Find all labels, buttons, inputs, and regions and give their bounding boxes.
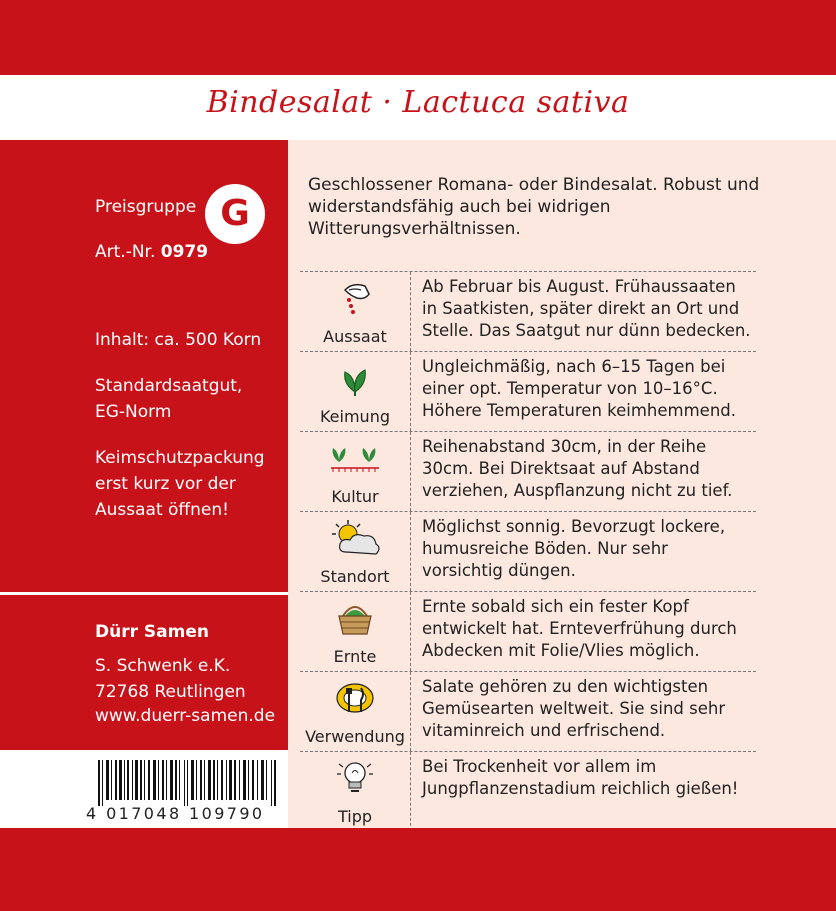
sprout-icon [335,358,375,398]
row-icon-cell [300,272,411,351]
price-group-badge: G [205,184,265,244]
row-text: Ungleichmäßig, nach 6–15 Tagen bei einer opt. Temperatur von 10–16°C. Höhere Temperaturen keimhemmend. [422,357,737,420]
left-info-panel [0,140,288,828]
sun-cloud-icon [328,518,384,558]
article-label: Art.-Nr. [95,242,156,262]
note-line-1: Keimschutzpackung [95,448,265,468]
title-bar [0,75,836,132]
row-icon-cell [300,432,411,511]
row-label: Standort [320,567,390,586]
seedlings-row-icon [325,438,385,478]
top-red-band [0,0,836,75]
row-text: Ernte sobald sich ein fester Kopf entwickelt hat. Ernteverfrühung durch Abdecken mit Folie/Vlies möglich. [422,597,737,660]
row-label: Tipp [337,807,373,826]
harvest-basket-icon [335,598,375,638]
quality-line-1: Standardsaatgut, [95,376,243,396]
plate-cutlery-icon [335,678,375,718]
bottom-red-band [0,828,836,911]
row-text: Ab Februar bis August. Frühaussaaten in Saatkisten, später direkt an Ort und Stelle. Das Saatgut nur dünn bedecken. [422,277,751,340]
sowing-hand-icon [335,278,375,318]
table-row [300,511,756,591]
lightbulb-icon [335,758,375,798]
quality-line-2: EG-Norm [95,402,172,422]
table-row [300,431,756,511]
table-row [300,751,756,832]
row-text: Reihenabstand 30cm, in der Reihe 30cm. Bei Direktsaat auf Abstand verziehen, Auspflanzung nicht zu tief. [422,437,733,500]
row-text: Möglichst sonnig. Bevorzugt lockere, humusreiche Böden. Nur sehr vorsichtig düngen. [422,517,726,580]
note-line-3: Aussaat öffnen! [95,500,229,520]
company-name: Dürr Samen [95,622,209,642]
row-text: Salate gehören zu den wichtigsten Gemüsearten weltweit. Sie sind sehr vitaminreich und erfrischend. [422,677,726,740]
table-row [300,271,756,351]
product-description: Geschlossener Romana- oder Bindesalat. Robust und widerstandsfähig auch bei widrigen Witterungsverhältnissen. [308,175,760,239]
cultivation-table [300,271,756,832]
barcode-number: 4 017048 109790 [86,804,265,823]
company-website: www.duerr-samen.de [95,706,276,726]
article-value: 0979 [160,242,209,262]
row-icon-cell [300,512,411,591]
right-info-panel [288,140,836,828]
product-title: Bindesalat · Lactuca sativa [206,85,630,120]
row-icon-cell [300,752,411,831]
table-row [300,351,756,431]
row-icon-cell [300,592,411,671]
price-group-label: Preisgruppe [95,197,197,217]
table-row [300,671,756,751]
barcode [96,760,278,806]
company-line-1: S. Schwenk e.K. [95,656,231,676]
row-text: Bei Trockenheit vor allem im Jungpflanzenstadium reichlich gießen! [422,757,739,798]
table-row [300,591,756,671]
row-label: Verwendung [305,727,405,746]
row-label: Kultur [331,487,379,506]
article-number [95,241,208,263]
note-line-2: erst kurz vor der [95,474,236,494]
row-icon-cell [300,672,411,751]
company-line-2: 72768 Reutlingen [95,682,246,702]
row-label: Aussaat [323,327,387,346]
row-label: Ernte [333,647,377,666]
row-icon-cell [300,352,411,431]
content-info: Inhalt: ca. 500 Korn [95,330,262,350]
row-label: Keimung [319,407,390,426]
